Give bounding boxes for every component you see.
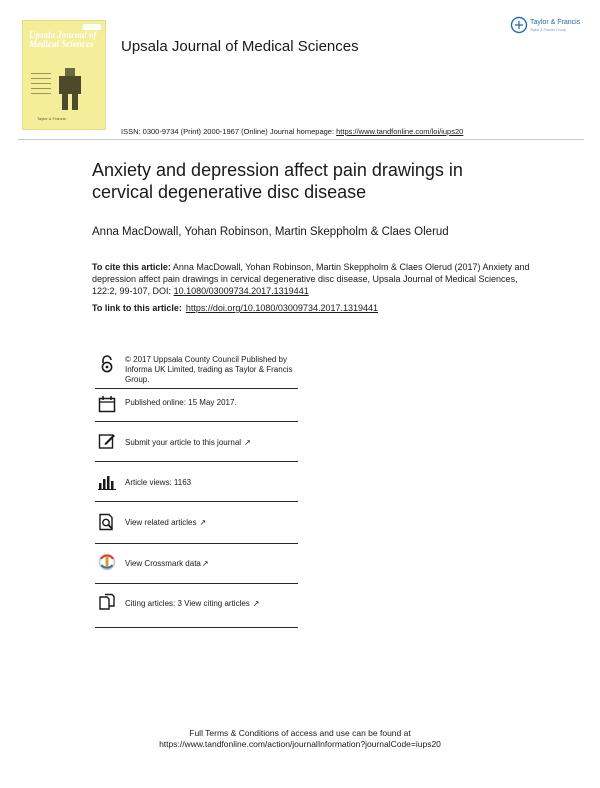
footer-terms-text: Full Terms & Conditions of access and use can be found at [189, 728, 411, 738]
article-doi-url[interactable]: https://doi.org/10.1080/03009734.2017.1319441 [185, 303, 379, 313]
journal-cover [22, 20, 106, 130]
external-link-icon: ↗ [199, 518, 207, 527]
cover-publisher: Taylor & Francis [37, 116, 66, 121]
header-divider [18, 139, 584, 140]
copy-documents-icon [98, 593, 116, 611]
article-title: Anxiety and depression affect pain drawings in cervical degenerative disc disease [92, 160, 463, 202]
separator [95, 583, 298, 584]
edit-icon [98, 432, 116, 450]
article-link-line [92, 303, 378, 313]
license-text: © 2017 Uppsala County Council Published by Informa UK Limited, trading as Taylor & Francis Group. [125, 355, 293, 384]
separator [95, 388, 298, 389]
crossmark-icon [98, 553, 116, 571]
footer-terms [0, 728, 600, 750]
doi-link[interactable]: 10.1080/03009734.2017.1319441 [173, 286, 309, 296]
document-search-icon [98, 513, 116, 531]
article-views-row [98, 473, 298, 491]
article-authors: Anna MacDowall, Yohan Robinson, Martin Skeppholm & Claes Olerud [92, 226, 449, 238]
published-row [98, 395, 298, 413]
journal-homepage-link[interactable]: https://www.tandfonline.com/loi/iups20 [336, 127, 464, 136]
publisher-logo[interactable] [510, 16, 586, 40]
crossmark-row[interactable] [98, 553, 298, 571]
publisher-logo-subtext: Taylor & Francis Group [530, 28, 566, 32]
cover-figure-image [53, 66, 87, 114]
footer-terms-link[interactable]: https://www.tandfonline.com/action/journalInformation?journalCode=iups20 [159, 739, 441, 749]
separator [95, 461, 298, 462]
bar-chart-icon [98, 473, 116, 491]
citing-articles-row[interactable] [98, 593, 298, 611]
submit-article-row[interactable] [98, 432, 298, 450]
related-articles-label: View related articles [125, 518, 197, 527]
submit-article-label: Submit your article to this journal [125, 438, 242, 447]
calendar-icon [98, 395, 116, 413]
citation-block [92, 261, 532, 297]
separator [95, 627, 298, 628]
citing-articles-link[interactable] [125, 599, 297, 609]
external-link-icon: ↗ [244, 438, 251, 447]
citing-articles-label: Citing articles: 3 View citing articles [125, 599, 250, 608]
open-access-icon [98, 355, 116, 373]
license-row[interactable] [98, 355, 298, 389]
article-views-count: Article views: 1163 [125, 478, 192, 487]
cover-title: Upsala Journal of Medical Sciences [29, 30, 97, 49]
external-link-icon: ↗ [201, 559, 209, 568]
submit-article-link[interactable] [125, 438, 297, 448]
issn-text: ISSN: 0300-9734 (Print) 2000-1967 (Online) Journal homepage: [121, 127, 337, 136]
separator [95, 421, 298, 422]
published-date: Published online: 15 May 2017. [125, 398, 237, 407]
related-articles-row[interactable] [98, 513, 298, 531]
related-articles-link[interactable] [125, 518, 297, 528]
issn-line [121, 127, 463, 136]
citation-label: To cite this article: [92, 262, 171, 272]
publisher-logo-text: Taylor & Francis [530, 19, 581, 26]
link-label: To link to this article: [92, 303, 182, 313]
journal-name[interactable]: Upsala Journal of Medical Sciences [121, 38, 359, 55]
external-link-icon: ↗ [252, 599, 260, 608]
separator [95, 501, 298, 502]
cover-text-lines [31, 73, 51, 98]
crossmark-link[interactable] [125, 559, 297, 569]
separator [95, 543, 298, 544]
crossmark-label: View Crossmark data [125, 559, 201, 568]
citation-text: Anna MacDowall, Yohan Robinson, Martin Skeppholm & Claes Olerud (2017) Anxiety and depression affect pain drawings in cervical degenerative disc disease, Upsala Journal of Medical Sciences, 122:2, 99-107, DOI: [92, 262, 530, 296]
publisher-logo-icon [510, 16, 528, 34]
